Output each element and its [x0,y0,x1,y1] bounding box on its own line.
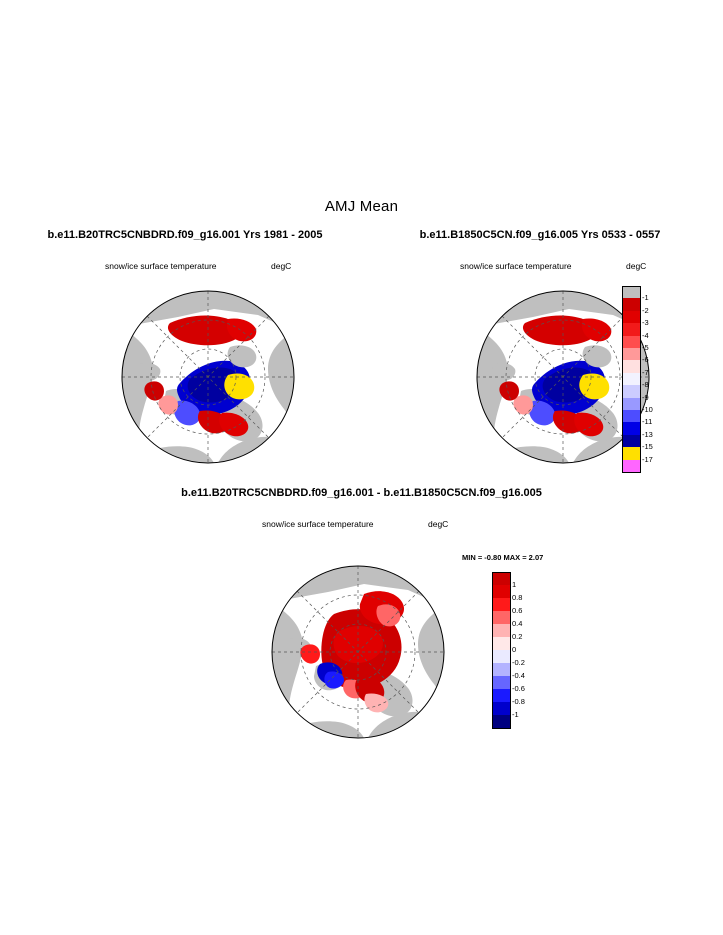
variable-label-right [460,261,710,273]
colorbar-absolute-tick-label: -1 [642,293,649,303]
colorbar-absolute-swatch [622,298,641,310]
colorbar-absolute-swatch [622,348,641,360]
colorbar-difference [492,572,552,728]
colorbar-absolute-tick-label: -2 [642,305,649,315]
polar-map-difference [268,562,448,742]
colorbar-difference-tick-label: -0.6 [512,684,525,693]
colorbar-difference-swatch [492,663,511,676]
colorbar-difference-swatch [492,715,511,729]
colorbar-absolute-tick-label: -7 [642,367,649,377]
colorbar-difference-tick-label: 0.8 [512,593,523,602]
colorbar-absolute-tick-label: -9 [642,392,649,402]
colorbar-absolute-swatch [622,286,641,299]
colorbar-difference-swatch [492,598,511,611]
colorbar-difference-tick-label: -0.2 [512,658,525,667]
colorbar-difference-swatch [492,611,511,624]
colorbar-absolute [622,286,682,472]
colorbar-absolute-swatch [622,373,641,385]
variable-name-right: snow/ice surface temperature [460,261,572,271]
colorbar-difference-tick-label: 0 [512,645,517,654]
variable-units-left: degC [271,261,292,271]
polar-map-left [118,287,298,467]
variable-name-difference: snow/ice surface temperature [262,519,374,529]
colorbar-absolute-tick-label: -10 [642,405,653,414]
variable-units-right: degC [626,261,647,271]
colorbar-absolute-swatch [622,398,641,410]
minmax-annotation: MIN = -0.80 MAX = 2.07 [462,553,544,562]
colorbar-difference-swatch [492,676,511,689]
colorbar-absolute-tick-label: -3 [642,318,649,328]
colorbar-difference-swatch [492,689,511,702]
panel-title-right: b.e11.B1850C5CN.f09_g16.005 Yrs 0533 - 0557 [419,229,661,241]
colorbar-absolute-tick-label: -15 [642,442,653,452]
colorbar-absolute-swatch [622,422,641,434]
colorbar-difference-swatch [492,650,511,663]
colorbar-absolute-tick-label: -6 [642,355,649,365]
colorbar-absolute-swatch [622,447,641,459]
colorbar-difference-tick-label: 0.6 [512,606,523,615]
colorbar-difference-swatch [492,637,511,650]
colorbar-difference-tick-label: -1 [512,710,519,719]
colorbar-difference-swatch [492,572,511,586]
colorbar-difference-tick-label: 0.4 [512,619,523,628]
colorbar-absolute-swatch [622,360,641,372]
colorbar-difference-swatch [492,585,511,598]
variable-units-difference: degC [428,519,449,529]
colorbar-absolute-swatch [622,460,641,473]
colorbar-difference-tick-label: 0.2 [512,632,523,641]
colorbar-absolute-tick-label: -17 [642,454,653,464]
colorbar-absolute-tick-label: -8 [642,380,649,390]
colorbar-difference-tick-label: -0.4 [512,671,525,680]
colorbar-difference-tick-label: -0.8 [512,697,525,706]
variable-label-difference [262,519,512,531]
colorbar-absolute-swatch [622,323,641,335]
page-title: AMJ Mean [324,198,399,215]
colorbar-absolute-tick-label: -13 [642,429,653,439]
panel-title-difference: b.e11.B20TRC5CNBDRD.f09_g16.001 - b.e11.B1850C5CN.f09_g16.005 [181,487,542,499]
colorbar-absolute-swatch [622,385,641,397]
panel-title-left: b.e11.B20TRC5CNBDRD.f09_g16.001 Yrs 1981 - 2005 [47,229,323,241]
colorbar-absolute-tick-label: -11 [642,417,653,427]
colorbar-difference-swatch [492,702,511,715]
colorbar-absolute-swatch [622,311,641,323]
colorbar-absolute-swatch [622,336,641,348]
variable-name-left: snow/ice surface temperature [105,261,217,271]
colorbar-difference-swatch [492,624,511,637]
colorbar-difference-tick-label: 1 [512,580,517,589]
colorbar-absolute-swatch [622,435,641,447]
colorbar-absolute-swatch [622,410,641,422]
colorbar-absolute-tick-label: -5 [642,343,649,352]
variable-label-left [105,261,355,273]
colorbar-absolute-tick-label: -4 [642,330,649,340]
